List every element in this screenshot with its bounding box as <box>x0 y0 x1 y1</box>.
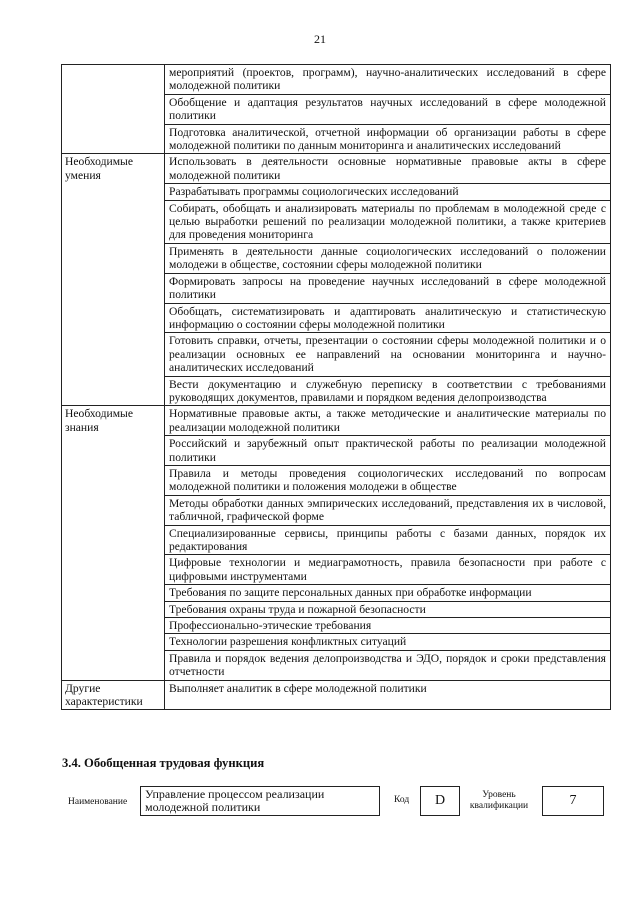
table-cell: Разрабатывать программы социологических исследований <box>165 184 611 200</box>
table-cell: Российский и зарубежный опыт практической работы по реализации молодежной политики <box>165 436 611 466</box>
row-label <box>62 65 165 154</box>
table-cell: Правила и порядок ведения делопроизводства и ЭДО, порядок и сроки представления отчетности <box>165 650 611 680</box>
table-cell: Обобщать, систематизировать и адаптировать аналитическую и статистическую информацию о состоянии сферы молодежной политики <box>165 303 611 333</box>
table-cell: Технологии разрешения конфликтных ситуаций <box>165 634 611 650</box>
table-cell: Подготовка аналитической, отчетной информации об организации работы в сфере молодежной политики по данным мониторинга и аналитических исследований <box>165 124 611 154</box>
row-label-other: Другие характеристики <box>62 680 165 710</box>
table-cell: Применять в деятельности данные социологических исследований о положении молодежи в обществе, состоянии сферы молодежной политики <box>165 243 611 273</box>
function-name-row <box>62 786 622 822</box>
function-name-value: Управление процессом реализации молодежной политики <box>140 786 380 816</box>
table-cell: Цифровые технологии и медиаграмотность, правила безопасности при работе с цифровыми инструментами <box>165 555 611 585</box>
table-cell: Требования охраны труда и пожарной безопасности <box>165 601 611 617</box>
table-cell: Требования по защите персональных данных при обработке информации <box>165 585 611 601</box>
row-label-skills: Необходимые умения <box>62 154 165 406</box>
table-cell: Профессионально-этические требования <box>165 618 611 634</box>
code-label: Код <box>394 795 410 805</box>
section-title: 3.4. Обобщенная трудовая функция <box>62 756 265 770</box>
level-value: 7 <box>542 786 604 816</box>
code-value: D <box>420 786 460 816</box>
table-cell: Методы обработки данных эмпирических исследований, представления их в числовой, табличной, графической форме <box>165 495 611 525</box>
table-cell: Использовать в деятельности основные нормативные правовые акты в сфере молодежной политики <box>165 154 611 184</box>
table-cell: мероприятий (проектов, программ), научно-аналитических исследований в сфере молодежной политики <box>165 65 611 95</box>
table-row <box>62 680 611 710</box>
table-cell: Собирать, обобщать и анализировать материалы по проблемам в молодежной среде с целью выработки решений по реализации молодежной политики, а также критериев для проведения мониторинга <box>165 200 611 243</box>
table-cell: Обобщение и адаптация результатов научных исследований в сфере молодежной политики <box>165 94 611 124</box>
table-cell: Формировать запросы на проведение научных исследований в сфере молодежной политики <box>165 273 611 303</box>
requirements-table <box>61 64 611 710</box>
table-cell: Правила и методы проведения социологических исследований по вопросам молодежной политики и положения молодежи в обществе <box>165 465 611 495</box>
row-label-knowledge: Необходимые знания <box>62 406 165 680</box>
page-number: 21 <box>314 32 326 46</box>
table-cell: Готовить справки, отчеты, презентации о состоянии сферы молодежной политики и о реализации основных ее направлений на основании мониторинга и научно-аналитических исследований <box>165 333 611 376</box>
table-cell: Вести документацию и служебную переписку в соответствии с требованиями руководящих документов, правилами и порядком ведения делопроизводства <box>165 376 611 406</box>
table-cell: Нормативные правовые акты, а также методические и аналитические материалы по реализации молодежной политики <box>165 406 611 436</box>
table-cell: Специализированные сервисы, принципы работы с базами данных, порядок их редактирования <box>165 525 611 555</box>
table-cell: Выполняет аналитик в сфере молодежной политики <box>165 680 611 710</box>
name-label: Наименование <box>68 797 128 807</box>
table-row <box>62 65 611 95</box>
table-row <box>62 154 611 184</box>
table-row <box>62 406 611 436</box>
level-label: Уровень квалификации <box>469 790 529 811</box>
